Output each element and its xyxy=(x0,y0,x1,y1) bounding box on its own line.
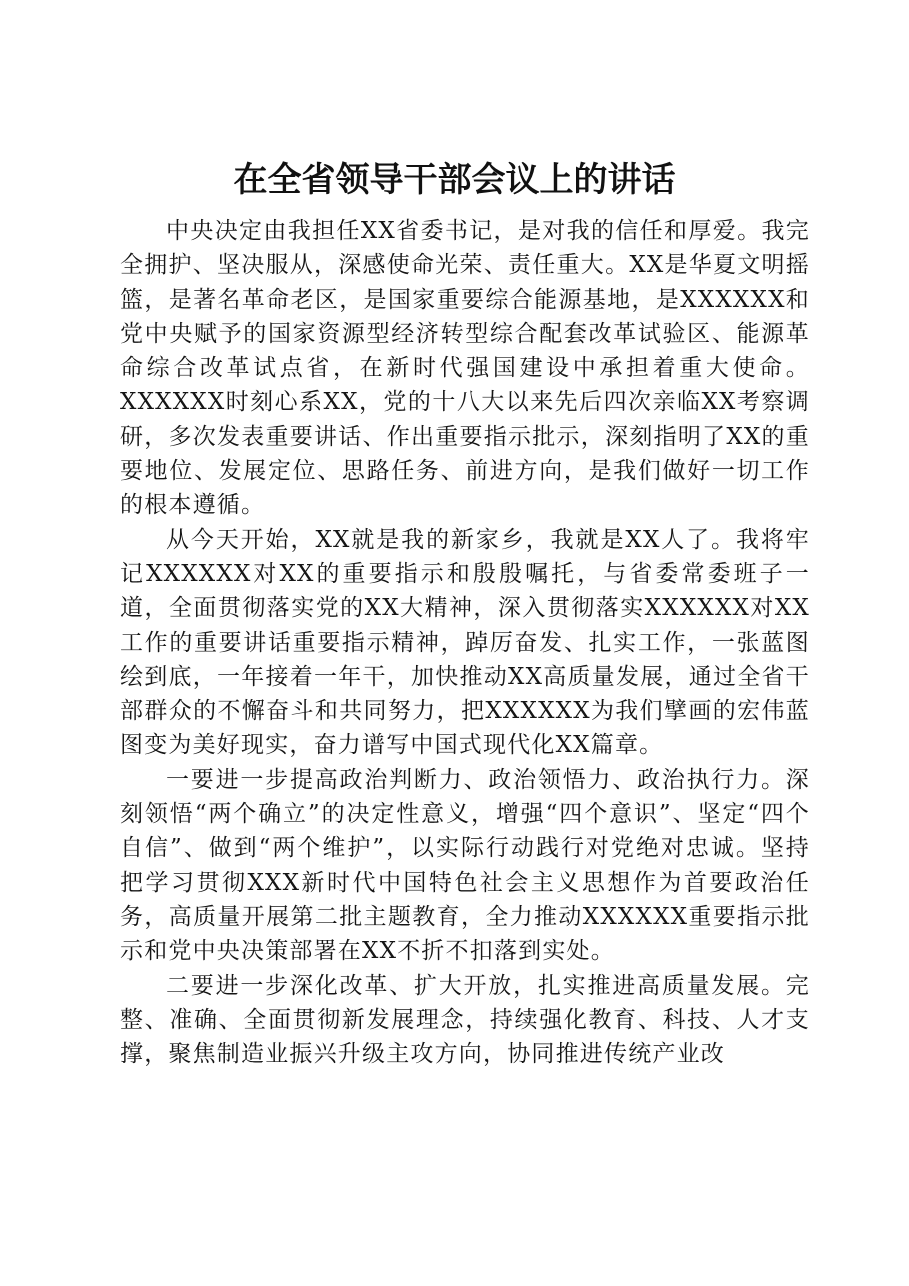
paragraph-1: 中央决定由我担任XX省委书记，是对我的信任和厚爱。我完全拥护、坚决服从，深感使命光荣、责任重大。XX是华夏文明摇篮，是著名革命老区，是国家重要综合能源基地，是XXXXXX和党中央赋予的国家资源型经济转型综合配套改革试验区、能源革命综合改革试点省，在新时代强国建设中承担着重大使命。XXXXXX时刻心系XX，党的十八大以来先后四次亲临XX考察调研，多次发表重要讲话、作出重要指示批示，深刻指明了XX的重要地位、发展定位、思路任务、前进方向，是我们做好一切工作的根本遵循。 xyxy=(120,218,810,519)
paragraph-3: 一要进一步提高政治判断力、政治领悟力、政治执行力。深刻领悟“两个确立”的决定性意义，增强“四个意识”、坚定“四个自信”、做到“两个维护”，以实际行动践行对党绝对忠诚。坚持把学习贯彻XXX新时代中国特色社会主义思想作为首要政治任务，高质量开展第二批主题教育，全力推动XXXXXX重要指示批示和党中央决策部署在XX不折不扣落到实处。 xyxy=(120,766,810,965)
document-body xyxy=(120,214,810,1071)
document-title: 在全省领导干部会议上的讲话 xyxy=(233,160,676,200)
paragraph-2: 从今天开始，XX就是我的新家乡，我就是XX人了。我将牢记XXXXXX对XX的重要指示和殷殷嘱托，与省委常委班子一道，全面贯彻落实党的XX大精神，深入贯彻落实XXXXXX对XX工作的重要讲话重要指示精神，踔厉奋发、扎实工作，一张蓝图绘到底，一年接着一年干，加快推动XX高质量发展，通过全省干部群众的不懈奋斗和共同努力，把XXXXXX为我们擘画的宏伟蓝图变为美好现实，奋力谱写中国式现代化XX篇章。 xyxy=(120,526,810,759)
paragraph-4: 二要进一步深化改革、扩大开放，扎实推进高质量发展。完整、准确、全面贯彻新发展理念，持续强化教育、科技、人才支撑，聚焦制造业振兴升级主攻方向，协同推进传统产业改 xyxy=(120,972,810,1068)
